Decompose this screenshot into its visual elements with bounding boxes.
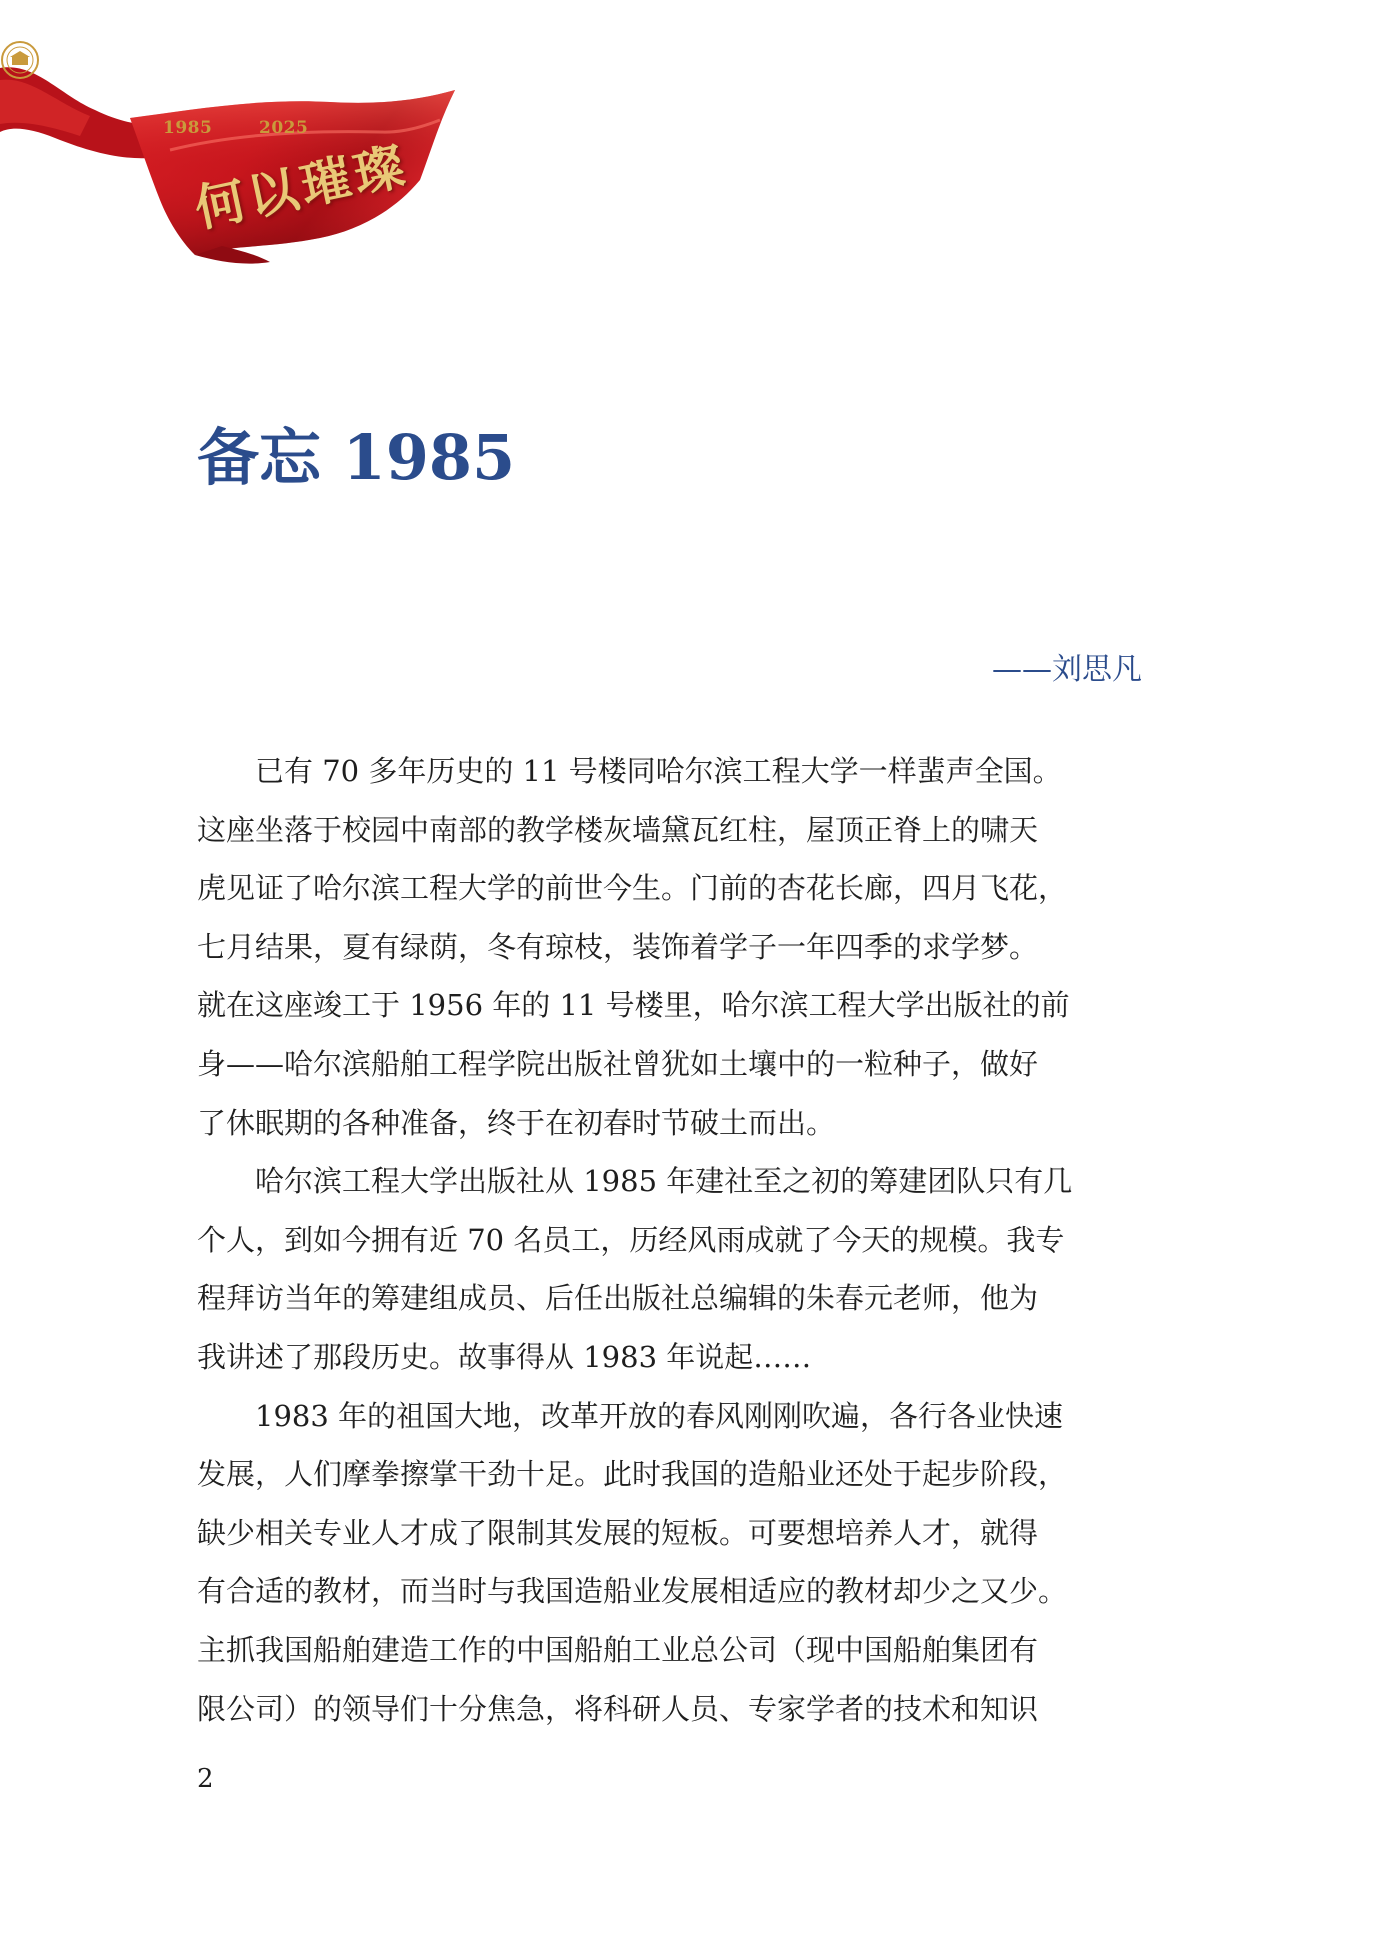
- text-line: 就在这座竣工于 1956 年的 11 号楼里，哈尔滨工程大学出版社的前: [197, 988, 1070, 1023]
- chapter-title: 备忘 1985: [197, 421, 516, 494]
- text-line: 限公司）的领导们十分焦急，将科研人员、专家学者的技术和知识: [197, 1691, 1039, 1726]
- article-body: [197, 742, 1142, 1738]
- text-line: 有合适的教材，而当时与我国造船业发展相适应的教材却少之又少。: [197, 1574, 1068, 1609]
- text-line: 虎见证了哈尔滨工程大学的前世今生。门前的杏花长廊，四月飞花，: [197, 871, 1068, 906]
- text-line: 缺少相关专业人才成了限制其发展的短板。可要想培养人才，就得: [197, 1515, 1039, 1550]
- author-byline: ——刘思凡: [992, 652, 1142, 687]
- paragraph: [197, 742, 1142, 1152]
- text-line: 发展，人们摩拳擦掌干劲十足。此时我国的造船业还处于起步阶段，: [197, 1457, 1068, 1492]
- text-line: 身——哈尔滨船舶工程学院出版社曾犹如土壤中的一粒种子，做好: [197, 1046, 1039, 1081]
- paragraph: [197, 1387, 1142, 1739]
- text-line: 七月结果，夏有绿荫，冬有琼枝，装饰着学子一年四季的求学梦。: [197, 929, 1039, 964]
- logo-year-end: 2025: [259, 118, 309, 138]
- paragraph: [197, 1152, 1142, 1386]
- page-number: 2: [197, 1764, 214, 1794]
- text-line: 这座坐落于校园中南部的教学楼灰墙黛瓦红柱，屋顶正脊上的啸天: [197, 812, 1039, 847]
- text-line: 了休眠期的各种准备，终于在初春时节破土而出。: [197, 1105, 836, 1140]
- logo-title: 何以璀璨: [189, 135, 414, 239]
- text-line: 1983 年的祖国大地，改革开放的春风刚刚吹遍，各行各业快速: [255, 1398, 1064, 1433]
- text-line: 个人，到如今拥有近 70 名员工，历经风雨成就了今天的规模。我专: [197, 1222, 1065, 1257]
- text-line: 已有 70 多年历史的 11 号楼同哈尔滨工程大学一样蜚声全国。: [255, 754, 1062, 788]
- text-line: 哈尔滨工程大学出版社从 1985 年建社至之初的筹建团队只有几: [255, 1164, 1073, 1199]
- anniversary-ribbon-logo: [0, 40, 470, 270]
- text-line: 我讲述了那段历史。故事得从 1983 年说起……: [197, 1339, 812, 1374]
- logo-year-start: 1985: [163, 118, 213, 138]
- university-emblem-icon: [0, 40, 40, 80]
- text-line: 程拜访当年的筹建组成员、后任出版社总编辑的朱春元老师，他为: [197, 1281, 1039, 1316]
- text-line: 主抓我国船舶建造工作的中国船舶工业总公司（现中国船舶集团有: [197, 1632, 1039, 1667]
